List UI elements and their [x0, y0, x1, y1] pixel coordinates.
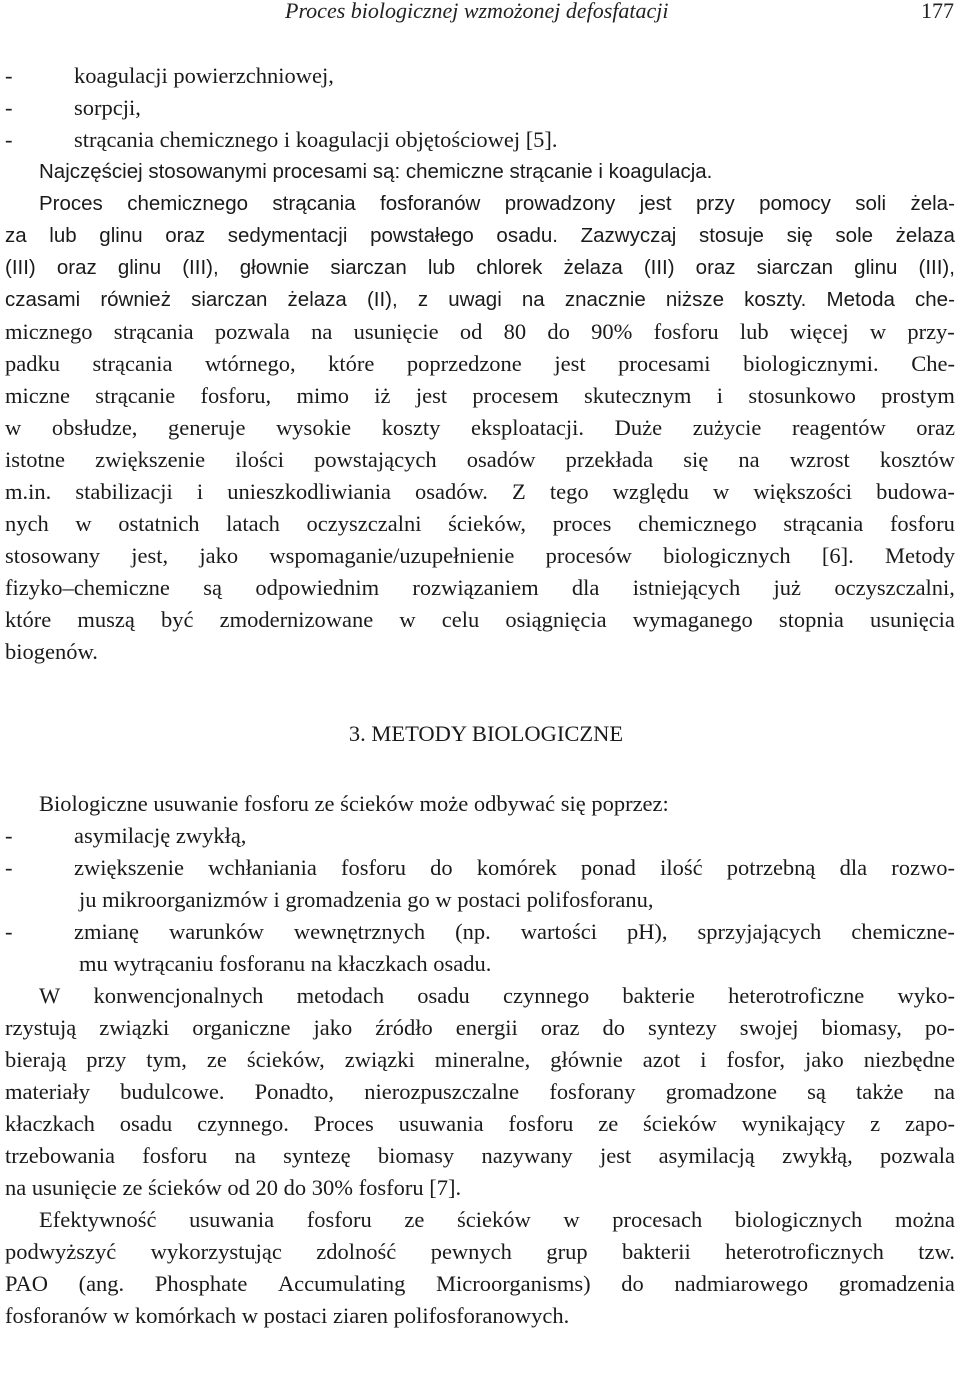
- text-line: istotne zwiększenie ilości powstających osadów przekłada się na wzrost kosztów: [5, 447, 955, 472]
- top-list: [5, 60, 955, 156]
- method-list: [5, 820, 955, 980]
- text-line: micznego strącania pozwala na usunięcie od 80 do 90% fosforu lub więcej w przy-: [5, 319, 955, 344]
- paragraph: [5, 980, 955, 1204]
- text-line: czasami również siarczan żelaza (II), z uwagi na znacznie niższe koszty. Metoda che-: [5, 288, 955, 311]
- page-content: [5, 60, 955, 1332]
- text-line: Najczęściej stosowanymi procesami są: chemiczne strącanie i koagulacja.: [39, 160, 713, 183]
- text-line: Proces chemicznego strącania fosforanów prowadzony jest przy pomocy soli żela-: [39, 192, 955, 215]
- list-item-continuation: ju mikroorganizmów i gromadzenia go w postaci polifosforanu,: [79, 887, 654, 912]
- text-line: miczne strącanie fosforu, mimo iż jest procesem skutecznym i stosunkowo prostym: [5, 383, 955, 408]
- list-item: - zwiększenie wchłaniania fosforu do komórek ponad ilość potrzebną dla rozwo-: [5, 855, 955, 880]
- list-item: - asymilację zwykłą,: [5, 823, 247, 848]
- list-item-continuation: mu wytrącaniu fosforanu na kłaczkach osadu.: [79, 951, 492, 976]
- section-heading: 3. METODY BIOLOGICZNE: [348, 721, 624, 746]
- text-line: nych w ostatnich latach oczyszczalni ścieków, proces chemicznego strącania fosforu: [5, 511, 955, 536]
- text-line: materiały budulcowe. Ponadto, nierozpuszczalne fosforany gromadzone są także na: [5, 1079, 955, 1104]
- text-line: W konwencjonalnych metodach osadu czynnego bakterie heterotroficzne wyko-: [39, 983, 955, 1008]
- section-intro: Biologiczne usuwanie fosforu ze ścieków może odbywać się poprzez:: [39, 791, 669, 816]
- text-line: Efektywność usuwania fosforu ze ścieków w procesach biologicznych można: [39, 1207, 955, 1232]
- page-number: 177: [921, 0, 954, 23]
- text-line: (III) oraz glinu (III), głownie siarczan lub chlorek żelaza (III) oraz siarczan glinu (III),: [5, 256, 955, 279]
- text-line: które muszą być zmodernizowane w celu osiągnięcia wymaganego stopnia usunięcia: [5, 607, 955, 632]
- text-line: m.in. stabilizacji i unieszkodliwiania osadów. Z tego względu w większości budowa-: [5, 479, 955, 504]
- text-line: padku strącania wtórnego, które poprzedzone jest procesami biologicznymi. Che-: [5, 351, 955, 376]
- text-line: biogenów.: [5, 639, 98, 664]
- text-line: w obsłudze, generuje wysokie koszty eksploatacji. Duże zużycie reagentów oraz: [5, 415, 955, 440]
- text-line: kłaczkach osadu czynnego. Proces usuwania fosforu ze ścieków wynikający z zapo-: [5, 1111, 955, 1136]
- list-item: - sorpcji,: [5, 95, 141, 120]
- paragraph: [5, 1204, 955, 1332]
- text-line: PAO (ang. Phosphate Accumulating Microorganisms) do nadmiarowego gromadzenia: [5, 1271, 955, 1296]
- text-line: podwyższyć wykorzystując zdolność pewnych grup bakterii heterotroficznych tzw.: [5, 1239, 955, 1264]
- text-line: na usunięcie ze ścieków od 20 do 30% fosforu [7].: [5, 1175, 462, 1200]
- text-line: fizyko–chemiczne są odpowiednim rozwiązaniem dla istniejących już oczyszczalni,: [5, 575, 955, 600]
- text-line: trzebowania fosforu na syntezę biomasy nazywany jest asymilacją zwykłą, pozwala: [5, 1143, 955, 1168]
- list-item: - strącania chemicznego i koagulacji objętościowej [5].: [5, 127, 558, 152]
- list-item: - zmianę warunków wewnętrznych (np. wartości pH), sprzyjających chemiczne-: [5, 919, 955, 944]
- page-header: [0, 0, 960, 30]
- text-line: bierają przy tym, ze ścieków, związki mineralne, głównie azot i fosfor, jako niezbędne: [5, 1047, 955, 1072]
- text-line: stosowany jest, jako wspomaganie/uzupełnienie procesów biologicznych [6]. Metody: [5, 543, 955, 568]
- spacer: [5, 750, 955, 788]
- text-line: fosforanów w komórkach w postaci ziaren polifosforanowych.: [5, 1303, 570, 1328]
- text-line: rzystują związki organiczne jako źródło energii oraz do syntezy swojej biomasy, po-: [5, 1015, 955, 1040]
- paragraph: [5, 156, 955, 668]
- running-title: Proces biologicznej wzmożonej defosfatacji: [285, 0, 669, 23]
- text-line: za lub glinu oraz sedymentacji powstałego osadu. Zazwyczaj stosuje się sole żelaza: [5, 224, 955, 247]
- spacer: [5, 668, 955, 718]
- list-item: - koagulacji powierzchniowej,: [5, 63, 334, 88]
